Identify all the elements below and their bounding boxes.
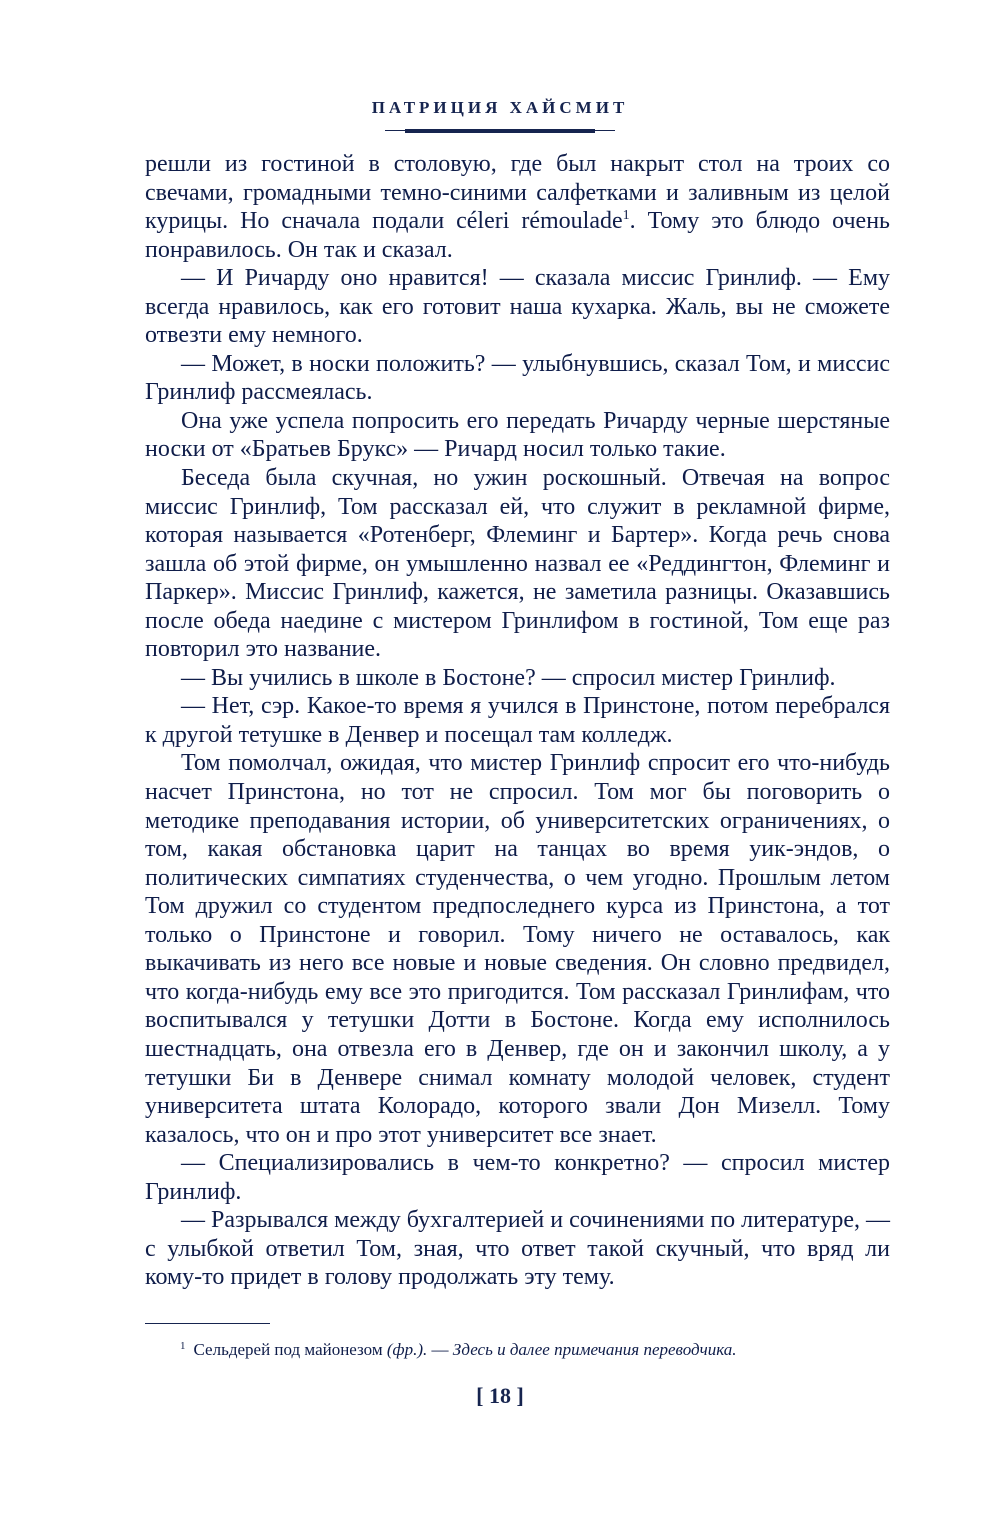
footnote-note: Здесь и далее примечания переводчика. xyxy=(452,1340,737,1359)
paragraph: — Нет, сэр. Какое-то время я учился в Принстоне, потом перебрался к другой тетушке в Денвер и посещал там колледж. xyxy=(145,693,890,748)
footnote-rule xyxy=(145,1323,270,1324)
footnote-text: Сельдерей под майонезом xyxy=(193,1340,387,1359)
footnote-language: (фр.). xyxy=(386,1340,428,1359)
footnote-dash: — xyxy=(427,1340,453,1359)
paragraph: — Вы учились в школе в Бостоне? — спросил мистер Гринлиф. xyxy=(181,664,836,691)
body-text xyxy=(145,150,890,1292)
paragraph: Беседа была скучная, но ужин роскошный. Отвечая на вопрос миссис Гринлиф, Том рассказал ей, что служит в рекламной фирме, которая называется «Ротенберг, Флеминг и Бартер». Когда речь снова зашла об этой фирме, он умышленно назвал ее «Реддингтон, Флеминг и Паркер». Миссис Гринлиф, кажется, не заметила разницы. Оказавшись после обеда наедине с мистером Гринлифом в гостиной, Том еще раз повторил это название. xyxy=(145,465,890,663)
running-title: ПАТРИЦИЯ ХАЙСМИТ xyxy=(371,98,629,117)
footnote-reference: 1 xyxy=(622,208,630,224)
paragraph xyxy=(145,150,890,264)
paragraph-text-continued: . Тому это блюдо очень понравилось. Он так и сказал. xyxy=(145,208,890,263)
footnote xyxy=(180,1335,880,1361)
paragraph: — И Ричарду оно нравится! — сказала миссис Гринлиф. — Ему всегда нравилось, как его готовит наша кухарка. Жаль, вы не сможете отвезти ему немного. xyxy=(145,265,890,349)
paragraph: Том помолчал, ожидая, что мистер Гринлиф спросит его что-нибудь насчет Принстона, но тот не спросил. Том мог бы поговорить о методике преподавания истории, об университетских ограничениях, о том, какая обстановка царит на танцах во время уик-эндов, о политических симпатиях студенчества, о чем угодно. Прошлым летом Том дружил со студентом предпоследнего курса из Принстона, а тот только о Принстоне и говорил. Тому ничего не оставалось, как выкачивать из него все новые и новые сведения. Он словно предвидел, что когда-нибудь ему все это пригодится. Том рассказал Гринлифам, что воспитывался у тетушки Дотти в Бостоне. Когда ему исполнилось шестнадцать, она отвезла его в Денвер, где он и закончил школу, а у тетушки Би в Денвере снимал комнату молодой человек, студент университета штата Колорадо, которого звали Дон Мизелл. Тому казалось, что он и про этот университет все знает. xyxy=(145,750,890,1148)
paragraph: — Разрывался между бухгалтерией и сочинениями по литературе, — с улыбкой ответил Том, зная, что ответ такой скучный, что вряд ли кому-то придет в голову продолжать эту тему. xyxy=(145,1207,890,1291)
header-rule xyxy=(405,129,595,133)
page-number: [ 18 ] xyxy=(476,1383,524,1408)
paragraph-text: решли из гостиной в столовую, где был накрыт стол на троих со свечами, громадными темно-синими салфетками и заливным из целой курицы. Но сначала подали céleri rémoulade xyxy=(145,151,890,235)
paragraph: — Может, в носки положить? — улыбнувшись, сказал Том, и миссис Гринлиф рассмеялась. xyxy=(145,350,890,406)
paragraph: — Специализировались в чем-то конкретно? — спросил мистер Гринлиф. xyxy=(145,1150,890,1205)
footnote-mark: 1 xyxy=(180,1340,186,1352)
paragraph: Она уже успела попросить его передать Ричарду черные шерстяные носки от «Братьев Брукс» — Ричард носил только такие. xyxy=(145,407,890,463)
